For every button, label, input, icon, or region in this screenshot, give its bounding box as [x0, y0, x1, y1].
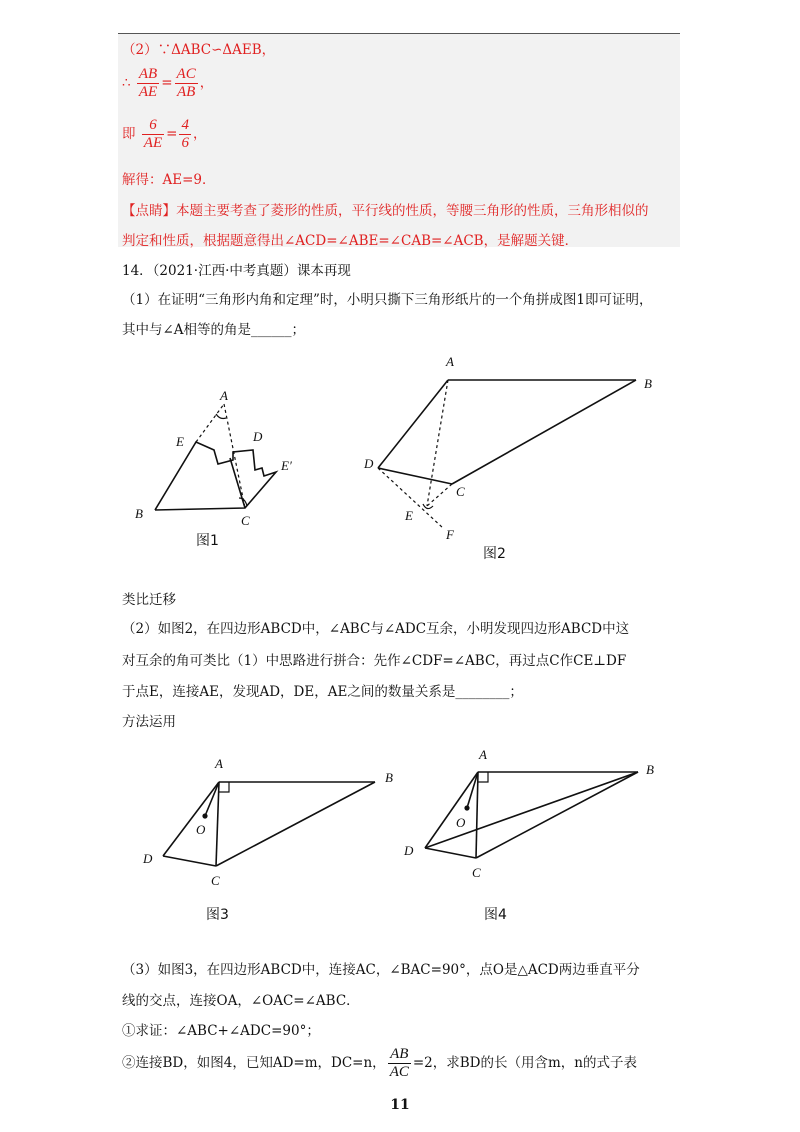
- fig3-labels: [142, 756, 393, 888]
- fig1-label-c: C: [241, 513, 250, 528]
- figure-2: [378, 380, 636, 528]
- namely-text: 即: [122, 126, 136, 142]
- fig3-label-o: O: [196, 822, 206, 837]
- fig4-caption: 图4: [484, 907, 507, 923]
- problem-header: 14．（2021·江西·中考真题）课本再现: [122, 263, 351, 279]
- fraction-4-6: [179, 117, 191, 152]
- figures-1-2: [0, 340, 800, 580]
- comment-text: 本题主要考查了菱形的性质，平行线的性质，等腰三角形的性质，三角形相似的: [176, 203, 649, 219]
- fig1-label-e-prime: E′: [281, 458, 292, 473]
- fraction-ab-ac: [388, 1046, 411, 1081]
- comma: ，: [192, 126, 207, 142]
- fraction-denominator: AE: [143, 135, 163, 151]
- fraction-ac-ab: [175, 66, 198, 101]
- fig3-caption: 图3: [206, 907, 229, 923]
- fraction-numerator: AC: [176, 66, 196, 82]
- equals-sign: =: [161, 75, 173, 91]
- fig1-inner-line: [230, 458, 245, 508]
- fig2-dashed-ae: [427, 380, 448, 506]
- fig1-angle-mark-a: [216, 414, 226, 419]
- fig4-side-bc: [476, 772, 638, 858]
- fraction-numerator: AB: [388, 1046, 411, 1064]
- fig2-labels: [363, 354, 652, 542]
- fig3-side-ac: [216, 782, 219, 866]
- fig2-side-cd: [378, 468, 452, 484]
- comment-line-2: 判定和性质，根据题意得出∠ACD=∠ABE=∠CAB=∠ACB，是解题关键．: [122, 233, 579, 249]
- fig4-point-o: [465, 806, 469, 810]
- figures-3-4: [0, 738, 800, 938]
- fraction-denominator: 6: [181, 135, 189, 151]
- fig4-right-angle: [478, 772, 488, 782]
- fig4-segment-oa: [467, 772, 478, 808]
- fig2-side-da: [378, 380, 448, 468]
- solution-substitution-line: [122, 117, 206, 152]
- fraction-denominator: AC: [389, 1064, 409, 1080]
- fraction-denominator: AB: [176, 84, 196, 100]
- fig1-dashed-ea: [196, 404, 224, 442]
- fraction-numerator: 4: [181, 117, 189, 133]
- fig4-side-cd: [425, 848, 476, 858]
- fig4-side-da: [425, 772, 478, 848]
- fig2-caption: 图2: [483, 546, 506, 562]
- comment-line-1: [122, 199, 649, 219]
- fig3-right-angle: [219, 782, 229, 792]
- part1-line-2: 其中与∠A相等的角是______；: [122, 322, 306, 338]
- fig3-side-da: [163, 782, 219, 856]
- fig4-label-a: A: [479, 747, 487, 762]
- fig1-dashed-ac: [224, 404, 245, 508]
- fig3-side-cd: [163, 856, 216, 866]
- fig4-label-d: D: [404, 843, 414, 858]
- part3-line-1: （3）如图3，在四边形ABCD中，连接AC，∠BAC=90°，点O是△ACD两边垂直平分: [122, 962, 640, 978]
- fig4-label-c: C: [472, 865, 481, 880]
- fig2-label-f: F: [446, 527, 454, 542]
- part3-line-2: 线的交点，连接OA，∠OAC=∠ABC．: [122, 993, 360, 1009]
- fig2-label-e: E: [405, 508, 413, 523]
- fig2-side-bc: [452, 380, 636, 484]
- figure-1: [155, 404, 276, 510]
- fig2-label-c: C: [456, 484, 465, 499]
- fig3-label-d: D: [143, 851, 153, 866]
- page-number: 11: [390, 1097, 410, 1113]
- solution-line-1: （2）∵ΔABC∽ΔAEB，: [122, 42, 276, 58]
- section-method: 方法运用: [122, 714, 176, 730]
- fig1-labels: [135, 388, 292, 528]
- fraction-6-ae: [142, 117, 164, 152]
- fig2-label-d: D: [364, 456, 374, 471]
- part3-sub-2: [122, 1046, 637, 1081]
- fig2-label-b: B: [644, 376, 652, 391]
- therefore-symbol: ∴: [122, 75, 131, 91]
- part2-line-2: 对互余的角可类比（1）中思路进行拼合：先作∠CDF=∠ABC，再过点C作CE⊥DF: [122, 653, 627, 669]
- solution-result-line: 解得：AE=9．: [122, 172, 216, 188]
- fig4-label-b: B: [646, 762, 654, 777]
- fig1-outline: [155, 442, 276, 510]
- fig1-label-a: A: [220, 388, 228, 403]
- fig1-label-e: E: [176, 434, 184, 449]
- fraction-numerator: AB: [138, 66, 158, 82]
- fig3-side-bc: [216, 782, 375, 866]
- figure-3: [163, 782, 375, 866]
- fig3-label-c: C: [211, 873, 220, 888]
- comma: ，: [199, 75, 214, 91]
- fig4-diagonal-bd: [425, 772, 638, 848]
- fig3-point-o: [203, 814, 207, 818]
- fraction-ab-ae: [137, 66, 159, 101]
- part2-line-3: 于点E，连接AE，发现AD，DE，AE之间的数量关系是________；: [122, 684, 523, 700]
- part3-sub-1: ①求证：∠ABC+∠ADC=90°；: [122, 1023, 320, 1039]
- comment-tag: 【点睛】: [122, 203, 176, 219]
- fig1-label-b: B: [135, 506, 143, 521]
- fraction-numerator: 6: [142, 117, 164, 135]
- part3-sub-2-text-a: ②连接BD，如图4，已知AD=m，DC=n，: [122, 1055, 386, 1071]
- fig1-caption: 图1: [196, 533, 219, 549]
- part1-line-1: （1）在证明“三角形内角和定理”时，小明只撕下三角形纸片的一个角拼成图1即可证明，: [122, 292, 653, 308]
- fig4-side-ac: [476, 772, 478, 858]
- fraction-denominator: AE: [138, 84, 158, 100]
- fig3-label-b: B: [385, 770, 393, 785]
- part2-line-1: （2）如图2，在四边形ABCD中，∠ABC与∠ADC互余，小明发现四边形ABCD中这: [122, 621, 630, 637]
- fig1-label-d: D: [253, 429, 263, 444]
- fig2-label-a: A: [446, 354, 454, 369]
- equals-sign: =: [166, 126, 178, 142]
- section-analogy: 类比迁移: [122, 592, 176, 608]
- fig2-dashed-ce: [427, 484, 452, 506]
- part3-sub-2-text-b: =2，求BD的长（用含m，n的式子表: [412, 1055, 637, 1071]
- fig4-label-o: O: [456, 815, 466, 830]
- fig4-labels: [403, 747, 654, 880]
- solution-fraction-line: [122, 66, 213, 101]
- fig3-label-a: A: [215, 756, 223, 771]
